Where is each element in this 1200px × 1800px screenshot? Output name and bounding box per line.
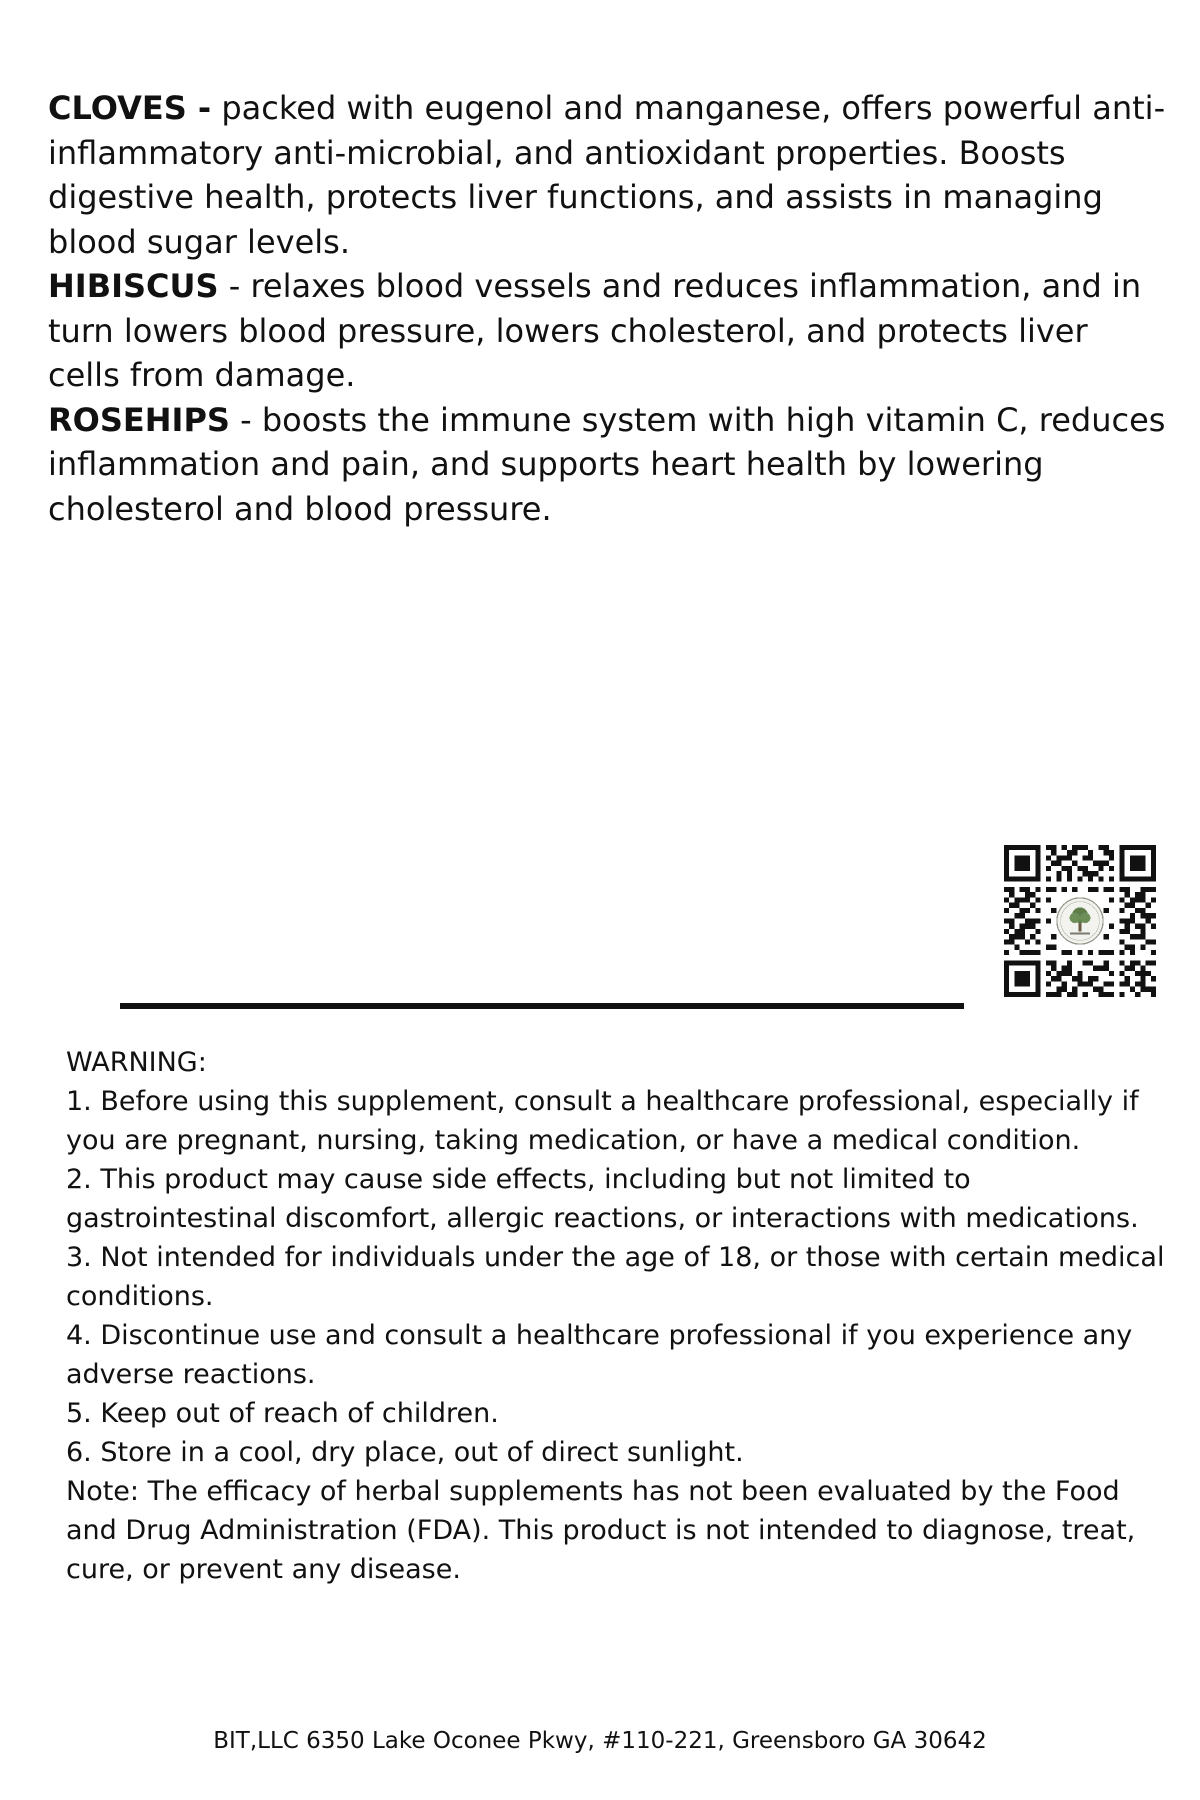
ingredient-description: - boosts the immune system with high vitamin C, reduces inflammation and pain, and supports heart health by lowering cholesterol and blood pressure. bbox=[48, 400, 1166, 528]
company-address: BIT,LLC 6350 Lake Oconee Pkwy, #110-221, Greensboro GA 30642 bbox=[213, 1728, 987, 1754]
ingredient-cloves bbox=[48, 86, 1168, 264]
warning-item-4: 4. Discontinue use and consult a healthcare professional if you experience any adverse reactions. bbox=[66, 1320, 1133, 1390]
warning-item-1: 1. Before using this supplement, consult a healthcare professional, especially if you are pregnant, nursing, taking medication, or have a medical condition. bbox=[66, 1086, 1139, 1156]
warning-item-5: 5. Keep out of reach of children. bbox=[66, 1398, 499, 1429]
ingredient-hibiscus bbox=[48, 264, 1168, 398]
ingredients-section bbox=[48, 86, 1168, 531]
ingredient-name: HIBISCUS bbox=[48, 267, 219, 305]
divider-line bbox=[120, 1003, 964, 1009]
ingredient-rosehips bbox=[48, 398, 1168, 532]
fda-note: Note: The efficacy of herbal supplements has not been evaluated by the Food and Drug Administration (FDA). This product is not intended to diagnose, treat, cure, or prevent any disease. bbox=[66, 1476, 1136, 1585]
warning-section bbox=[66, 1043, 1166, 1589]
ingredient-name: CLOVES - bbox=[48, 89, 212, 127]
ingredient-name: ROSEHIPS bbox=[48, 400, 230, 439]
ingredient-description: - relaxes blood vessels and reduces inflammation, and in turn lowers blood pressure, lowers cholesterol, and protects liver cells from damage. bbox=[48, 267, 1142, 394]
warning-item-6: 6. Store in a cool, dry place, out of direct sunlight. bbox=[66, 1437, 744, 1468]
warning-item-3: 3. Not intended for individuals under the age of 18, or those with certain medical conditions. bbox=[66, 1242, 1165, 1312]
warning-item-2: 2. This product may cause side effects, including but not limited to gastrointestinal discomfort, allergic reactions, or interactions with medications. bbox=[66, 1164, 1139, 1234]
warning-heading: WARNING: bbox=[66, 1047, 207, 1078]
homestead-tree-logo bbox=[1057, 898, 1103, 944]
qr-code-icon[interactable] bbox=[1004, 845, 1156, 997]
ingredient-description: packed with eugenol and manganese, offers powerful anti-inflammatory anti-microbial, and antioxidant properties. Boosts digestive health, protects liver functions, and assists in managing blood sugar levels. bbox=[48, 89, 1166, 261]
